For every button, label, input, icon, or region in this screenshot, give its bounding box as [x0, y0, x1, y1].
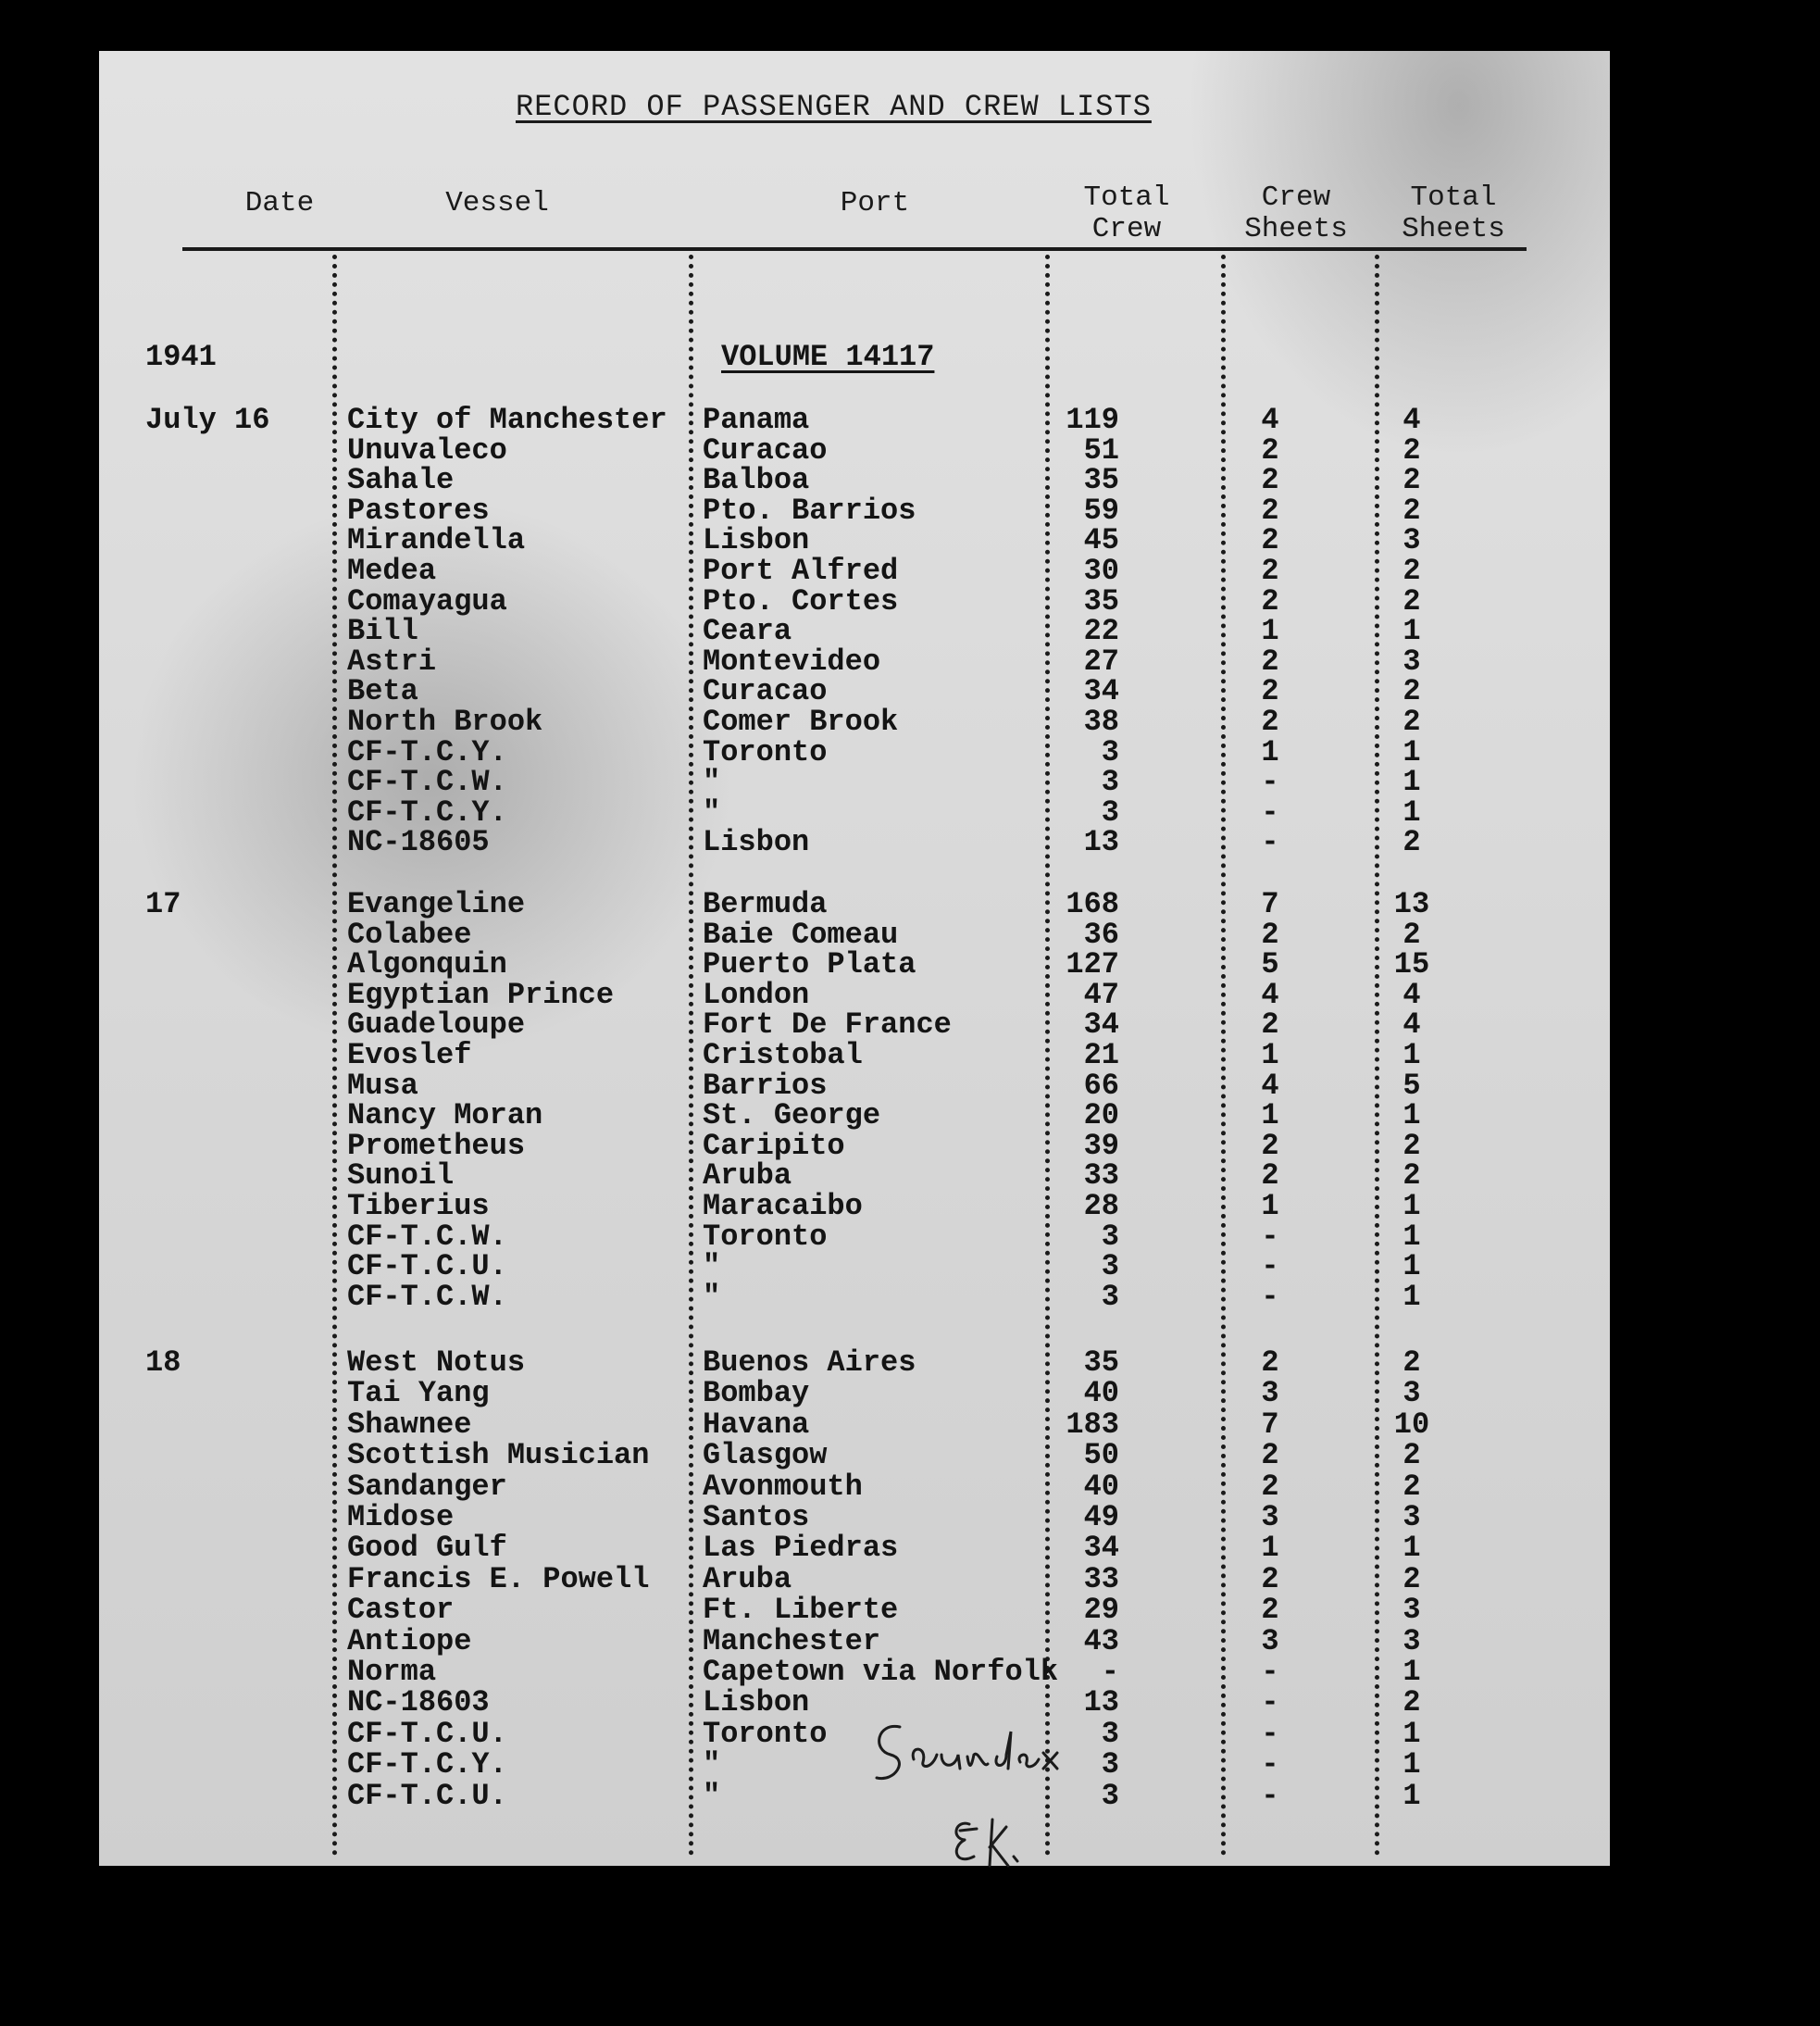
- row-crew-sheets: 3: [1261, 1623, 1279, 1658]
- row-vessel: Astri: [347, 644, 437, 679]
- row-crew-sheets: 3: [1261, 1500, 1279, 1534]
- row-port: London: [703, 977, 810, 1012]
- year-label: 1941: [145, 340, 217, 374]
- row-total-sheets: 10: [1393, 1407, 1430, 1442]
- row-port: Toronto: [703, 1219, 828, 1254]
- row-crew-sheets: -: [1261, 1655, 1279, 1689]
- row-port: Lisbon: [703, 1685, 810, 1720]
- row-port: Capetown via Norfolk: [703, 1655, 1059, 1689]
- row-total-sheets: 1: [1402, 614, 1421, 649]
- row-port: Cristobal: [703, 1038, 863, 1072]
- table-row: [99, 1376, 1610, 1411]
- row-total-sheets: 4: [1402, 977, 1421, 1012]
- row-vessel: NC-18605: [347, 825, 490, 860]
- row-vessel: Norma: [347, 1655, 437, 1689]
- row-crew-sheets: 2: [1261, 1128, 1279, 1163]
- row-vessel: Colabee: [347, 917, 472, 952]
- row-crew-sheets: 2: [1261, 554, 1279, 588]
- row-crew-sheets: 2: [1261, 1345, 1279, 1380]
- row-port: ": [703, 1249, 721, 1284]
- row-total-sheets: 2: [1402, 493, 1421, 528]
- row-total-sheets: 4: [1402, 1007, 1421, 1043]
- row-total-crew: 34: [1083, 674, 1119, 709]
- row-total-crew: 38: [1083, 705, 1119, 739]
- table-row: [99, 1251, 1610, 1282]
- row-crew-sheets: 2: [1261, 463, 1279, 498]
- table-row: [99, 1531, 1610, 1566]
- handwritten-signature: [867, 1718, 1145, 1903]
- row-total-crew: 3: [1101, 1279, 1119, 1314]
- row-total-crew: 27: [1083, 644, 1119, 679]
- row-vessel: Evoslef: [347, 1038, 472, 1072]
- row-crew-sheets: 5: [1261, 947, 1279, 982]
- row-crew-sheets: -: [1261, 1279, 1279, 1314]
- row-port: Ft. Liberte: [703, 1593, 899, 1628]
- row-total-sheets: 2: [1402, 1685, 1421, 1720]
- table-row: [99, 405, 1610, 435]
- table-row: [99, 556, 1610, 586]
- table-row: [99, 1279, 1610, 1314]
- row-port: St. George: [703, 1098, 881, 1133]
- table-row: [99, 1716, 1610, 1751]
- row-total-sheets: 1: [1402, 1219, 1421, 1254]
- row-vessel: Unuvaleco: [347, 432, 507, 468]
- row-total-crew: 34: [1083, 1531, 1119, 1566]
- row-total-sheets: 2: [1402, 1345, 1421, 1380]
- row-port: Ceara: [703, 614, 792, 649]
- header-total-sheets: Total Sheets: [1402, 181, 1505, 245]
- row-total-crew: 45: [1083, 523, 1119, 558]
- row-crew-sheets: 4: [1261, 977, 1279, 1012]
- row-crew-sheets: 1: [1261, 614, 1279, 649]
- table-row: [99, 1158, 1610, 1194]
- row-vessel: Evangeline: [347, 887, 526, 921]
- table-row: [99, 1561, 1610, 1596]
- row-total-crew: 51: [1083, 432, 1119, 468]
- row-total-crew: 119: [1066, 403, 1119, 437]
- row-crew-sheets: 3: [1261, 1376, 1279, 1411]
- document-page: [99, 51, 1610, 1866]
- row-vessel: Nancy Moran: [347, 1098, 543, 1133]
- row-total-sheets: 1: [1402, 1189, 1421, 1223]
- row-vessel: Guadeloupe: [347, 1007, 526, 1043]
- row-vessel: Castor: [347, 1593, 455, 1628]
- row-port: Avonmouth: [703, 1469, 863, 1504]
- row-crew-sheets: -: [1261, 1219, 1279, 1254]
- row-crew-sheets: -: [1261, 1747, 1279, 1782]
- header-vessel: Vessel: [445, 187, 549, 219]
- row-total-sheets: 2: [1402, 1158, 1421, 1194]
- table-row: [99, 463, 1610, 498]
- row-crew-sheets: -: [1261, 1778, 1279, 1813]
- row-total-crew: 30: [1083, 554, 1119, 588]
- row-total-sheets: 3: [1402, 1593, 1421, 1628]
- row-total-crew: 21: [1083, 1038, 1119, 1072]
- row-total-sheets: 3: [1402, 644, 1421, 679]
- row-total-crew: 50: [1083, 1438, 1119, 1473]
- row-total-crew: 3: [1101, 1219, 1119, 1254]
- row-port: Toronto: [703, 1716, 828, 1751]
- row-crew-sheets: 1: [1261, 734, 1279, 769]
- row-port: Fort De France: [703, 1007, 952, 1043]
- row-total-sheets: 1: [1402, 1249, 1421, 1284]
- table-row: [99, 1409, 1610, 1440]
- table-row: [99, 495, 1610, 526]
- table-row: [99, 1191, 1610, 1221]
- row-total-crew: 13: [1083, 825, 1119, 860]
- row-total-sheets: 3: [1402, 1500, 1421, 1534]
- row-port: Curacao: [703, 674, 828, 709]
- row-total-sheets: 1: [1402, 765, 1421, 800]
- row-port: Pto. Cortes: [703, 583, 899, 619]
- row-vessel: Antiope: [347, 1623, 472, 1658]
- row-vessel: Tiberius: [347, 1189, 490, 1223]
- row-total-sheets: 1: [1402, 1531, 1421, 1566]
- row-total-sheets: 3: [1402, 1376, 1421, 1411]
- row-vessel: Shawnee: [347, 1407, 472, 1442]
- row-port: Comer Brook: [703, 705, 899, 739]
- header-crew-sheets: Crew Sheets: [1244, 181, 1348, 245]
- row-vessel: Medea: [347, 554, 437, 588]
- row-port: Buenos Aires: [703, 1345, 916, 1380]
- row-port: Port Alfred: [703, 554, 899, 588]
- row-port: Santos: [703, 1500, 810, 1534]
- row-port: Las Piedras: [703, 1531, 899, 1566]
- row-total-crew: 3: [1101, 1747, 1119, 1782]
- row-port: Pto. Barrios: [703, 493, 916, 528]
- row-crew-sheets: 2: [1261, 705, 1279, 739]
- row-vessel: NC-18603: [347, 1685, 490, 1720]
- row-total-sheets: 1: [1402, 1279, 1421, 1314]
- row-port: Montevideo: [703, 644, 881, 679]
- row-total-crew: 127: [1066, 947, 1119, 982]
- table-row: [99, 949, 1610, 980]
- row-port: Maracaibo: [703, 1189, 863, 1223]
- row-total-crew: 183: [1066, 1407, 1119, 1442]
- table-row: [99, 1128, 1610, 1163]
- row-crew-sheets: 1: [1261, 1189, 1279, 1223]
- document-title: RECORD OF PASSENGER AND CREW LISTS: [516, 90, 1152, 124]
- row-crew-sheets: 2: [1261, 1158, 1279, 1194]
- row-total-sheets: 1: [1402, 1098, 1421, 1133]
- row-port: Bombay: [703, 1376, 810, 1411]
- row-total-crew: 39: [1083, 1128, 1119, 1163]
- table-row: [99, 1471, 1610, 1502]
- row-port: Aruba: [703, 1158, 792, 1194]
- row-total-crew: 40: [1083, 1469, 1119, 1504]
- row-crew-sheets: 2: [1261, 432, 1279, 468]
- row-total-sheets: 4: [1402, 403, 1421, 437]
- row-total-crew: 33: [1083, 1561, 1119, 1596]
- row-port: Puerto Plata: [703, 947, 916, 982]
- row-total-sheets: 2: [1402, 825, 1421, 860]
- row-total-crew: 66: [1083, 1068, 1119, 1103]
- row-vessel: Francis E. Powell: [347, 1561, 650, 1596]
- row-port: Balboa: [703, 463, 810, 498]
- row-total-crew: 3: [1101, 1716, 1119, 1751]
- row-crew-sheets: 2: [1261, 493, 1279, 528]
- row-crew-sheets: 2: [1261, 674, 1279, 709]
- table-row: [99, 1593, 1610, 1628]
- row-total-sheets: 2: [1402, 463, 1421, 498]
- row-total-crew: -: [1101, 1655, 1119, 1689]
- row-port: Lisbon: [703, 825, 810, 860]
- row-crew-sheets: 1: [1261, 1038, 1279, 1072]
- row-crew-sheets: 1: [1261, 1098, 1279, 1133]
- row-port: Manchester: [703, 1623, 881, 1658]
- row-crew-sheets: 7: [1261, 1407, 1279, 1442]
- row-total-sheets: 2: [1402, 554, 1421, 588]
- table-row: [99, 614, 1610, 649]
- table-row: [99, 583, 1610, 619]
- row-total-sheets: 2: [1402, 1561, 1421, 1596]
- table-row: [99, 765, 1610, 800]
- row-total-crew: 22: [1083, 614, 1119, 649]
- row-port: Curacao: [703, 432, 828, 468]
- header-port: Port: [840, 187, 910, 219]
- volume-label: VOLUME 14117: [721, 340, 935, 374]
- row-crew-sheets: -: [1261, 765, 1279, 800]
- table-row: [99, 977, 1610, 1012]
- row-vessel: CF-T.C.U.: [347, 1778, 507, 1813]
- row-port: Barrios: [703, 1068, 828, 1103]
- table-row: [99, 919, 1610, 950]
- row-vessel: Beta: [347, 674, 418, 709]
- row-vessel: CF-T.C.U.: [347, 1249, 507, 1284]
- row-total-sheets: 2: [1402, 583, 1421, 619]
- row-total-crew: 35: [1083, 463, 1119, 498]
- row-vessel: CF-T.C.W.: [347, 1219, 507, 1254]
- table-row: [99, 1749, 1610, 1780]
- row-crew-sheets: -: [1261, 794, 1279, 830]
- row-vessel: CF-T.C.Y.: [347, 734, 507, 769]
- row-total-sheets: 5: [1402, 1068, 1421, 1103]
- row-vessel: CF-T.C.Y.: [347, 794, 507, 830]
- table-row: [99, 1502, 1610, 1532]
- row-total-crew: 40: [1083, 1376, 1119, 1411]
- row-total-crew: 3: [1101, 794, 1119, 830]
- table-row: [99, 1070, 1610, 1101]
- row-vessel: Prometheus: [347, 1128, 526, 1163]
- row-total-sheets: 1: [1402, 1716, 1421, 1751]
- table-row: [99, 1438, 1610, 1473]
- row-vessel: North Brook: [347, 705, 543, 739]
- row-total-crew: 3: [1101, 734, 1119, 769]
- row-vessel: Comayagua: [347, 583, 507, 619]
- row-crew-sheets: 2: [1261, 1469, 1279, 1504]
- row-port: Aruba: [703, 1561, 792, 1596]
- row-total-sheets: 3: [1402, 1623, 1421, 1658]
- row-vessel: Algonquin: [347, 947, 507, 982]
- row-port: Baie Comeau: [703, 917, 899, 952]
- row-total-crew: 47: [1083, 977, 1119, 1012]
- row-total-sheets: 1: [1402, 734, 1421, 769]
- row-vessel: Egyptian Prince: [347, 977, 615, 1012]
- row-total-sheets: 15: [1393, 947, 1430, 982]
- row-port: Lisbon: [703, 523, 810, 558]
- row-vessel: Good Gulf: [347, 1531, 507, 1566]
- row-total-sheets: 2: [1402, 1469, 1421, 1504]
- row-vessel: West Notus: [347, 1345, 526, 1380]
- table-row: [99, 734, 1610, 769]
- row-total-sheets: 1: [1402, 1778, 1421, 1813]
- row-vessel: Bill: [347, 614, 418, 649]
- row-total-crew: 3: [1101, 1778, 1119, 1813]
- row-vessel: Musa: [347, 1068, 418, 1103]
- row-total-crew: 168: [1066, 887, 1119, 921]
- row-port: ": [703, 1778, 721, 1813]
- row-total-crew: 34: [1083, 1007, 1119, 1043]
- row-crew-sheets: 1: [1261, 1531, 1279, 1566]
- row-port: Panama: [703, 403, 810, 437]
- table-row: [99, 1778, 1610, 1813]
- table-row: [99, 1040, 1610, 1070]
- row-crew-sheets: 2: [1261, 523, 1279, 558]
- table-row: [99, 432, 1610, 468]
- row-crew-sheets: 2: [1261, 583, 1279, 619]
- row-port: Caripito: [703, 1128, 845, 1163]
- row-total-sheets: 2: [1402, 1438, 1421, 1473]
- row-vessel: CF-T.C.W.: [347, 765, 507, 800]
- table-row: [99, 1657, 1610, 1687]
- row-vessel: Scottish Musician: [347, 1438, 650, 1473]
- row-crew-sheets: 2: [1261, 1438, 1279, 1473]
- row-date: July 16: [145, 403, 270, 437]
- row-total-sheets: 2: [1402, 1128, 1421, 1163]
- row-crew-sheets: 4: [1261, 403, 1279, 437]
- row-vessel: Sandanger: [347, 1469, 507, 1504]
- row-total-sheets: 1: [1402, 1038, 1421, 1072]
- row-total-sheets: 2: [1402, 917, 1421, 952]
- row-total-crew: 3: [1101, 1249, 1119, 1284]
- row-total-crew: 35: [1083, 1345, 1119, 1380]
- table-row: [99, 1687, 1610, 1718]
- row-port: ": [703, 1747, 721, 1782]
- row-port: Bermuda: [703, 887, 828, 921]
- row-vessel: Mirandella: [347, 523, 526, 558]
- row-crew-sheets: 2: [1261, 644, 1279, 679]
- header-total-crew: Total Crew: [1083, 181, 1170, 245]
- header-rule: [182, 247, 1527, 251]
- table-row: [99, 1100, 1610, 1131]
- row-total-sheets: 1: [1402, 1655, 1421, 1689]
- row-crew-sheets: -: [1261, 1716, 1279, 1751]
- table-row: [99, 889, 1610, 919]
- table-row: [99, 1347, 1610, 1378]
- row-crew-sheets: -: [1261, 825, 1279, 860]
- row-crew-sheets: 4: [1261, 1068, 1279, 1103]
- row-total-crew: 20: [1083, 1098, 1119, 1133]
- table-row: [99, 1221, 1610, 1252]
- row-port: Havana: [703, 1407, 810, 1442]
- row-total-crew: 36: [1083, 917, 1119, 952]
- row-total-sheets: 2: [1402, 432, 1421, 468]
- row-vessel: Pastores: [347, 493, 490, 528]
- row-total-sheets: 1: [1402, 794, 1421, 830]
- row-crew-sheets: -: [1261, 1685, 1279, 1720]
- row-vessel: Sahale: [347, 463, 455, 498]
- row-total-sheets: 3: [1402, 523, 1421, 558]
- row-vessel: Tai Yang: [347, 1376, 490, 1411]
- row-date: 18: [145, 1345, 181, 1380]
- row-crew-sheets: 2: [1261, 1561, 1279, 1596]
- row-total-crew: 43: [1083, 1623, 1119, 1658]
- row-total-crew: 49: [1083, 1500, 1119, 1534]
- row-vessel: CF-T.C.U.: [347, 1716, 507, 1751]
- row-total-crew: 33: [1083, 1158, 1119, 1194]
- row-total-sheets: 2: [1402, 674, 1421, 709]
- row-total-crew: 29: [1083, 1593, 1119, 1628]
- row-crew-sheets: 7: [1261, 887, 1279, 921]
- row-port: Toronto: [703, 734, 828, 769]
- row-total-crew: 13: [1083, 1685, 1119, 1720]
- row-port: ": [703, 794, 721, 830]
- row-crew-sheets: -: [1261, 1249, 1279, 1284]
- row-date: 17: [145, 887, 181, 921]
- row-vessel: Midose: [347, 1500, 455, 1534]
- row-total-sheets: 13: [1393, 887, 1430, 921]
- row-total-crew: 35: [1083, 583, 1119, 619]
- table-row: [99, 794, 1610, 830]
- row-total-crew: 59: [1083, 493, 1119, 528]
- table-row: [99, 676, 1610, 707]
- table-row: [99, 646, 1610, 677]
- header-date: Date: [244, 187, 315, 219]
- row-total-crew: 3: [1101, 765, 1119, 800]
- row-total-crew: 28: [1083, 1189, 1119, 1223]
- row-crew-sheets: 2: [1261, 1593, 1279, 1628]
- row-vessel: CF-T.C.W.: [347, 1279, 507, 1314]
- table-row: [99, 1623, 1610, 1658]
- row-vessel: City of Manchester: [347, 403, 667, 437]
- row-port: ": [703, 765, 721, 800]
- row-crew-sheets: 2: [1261, 917, 1279, 952]
- row-port: Glasgow: [703, 1438, 828, 1473]
- row-total-sheets: 2: [1402, 705, 1421, 739]
- table-row: [99, 825, 1610, 860]
- table-row: [99, 525, 1610, 556]
- table-row: [99, 707, 1610, 737]
- row-vessel: CF-T.C.Y.: [347, 1747, 507, 1782]
- row-port: ": [703, 1279, 721, 1314]
- row-vessel: Sunoil: [347, 1158, 455, 1194]
- row-total-sheets: 1: [1402, 1747, 1421, 1782]
- table-row: [99, 1007, 1610, 1043]
- row-crew-sheets: 2: [1261, 1007, 1279, 1043]
